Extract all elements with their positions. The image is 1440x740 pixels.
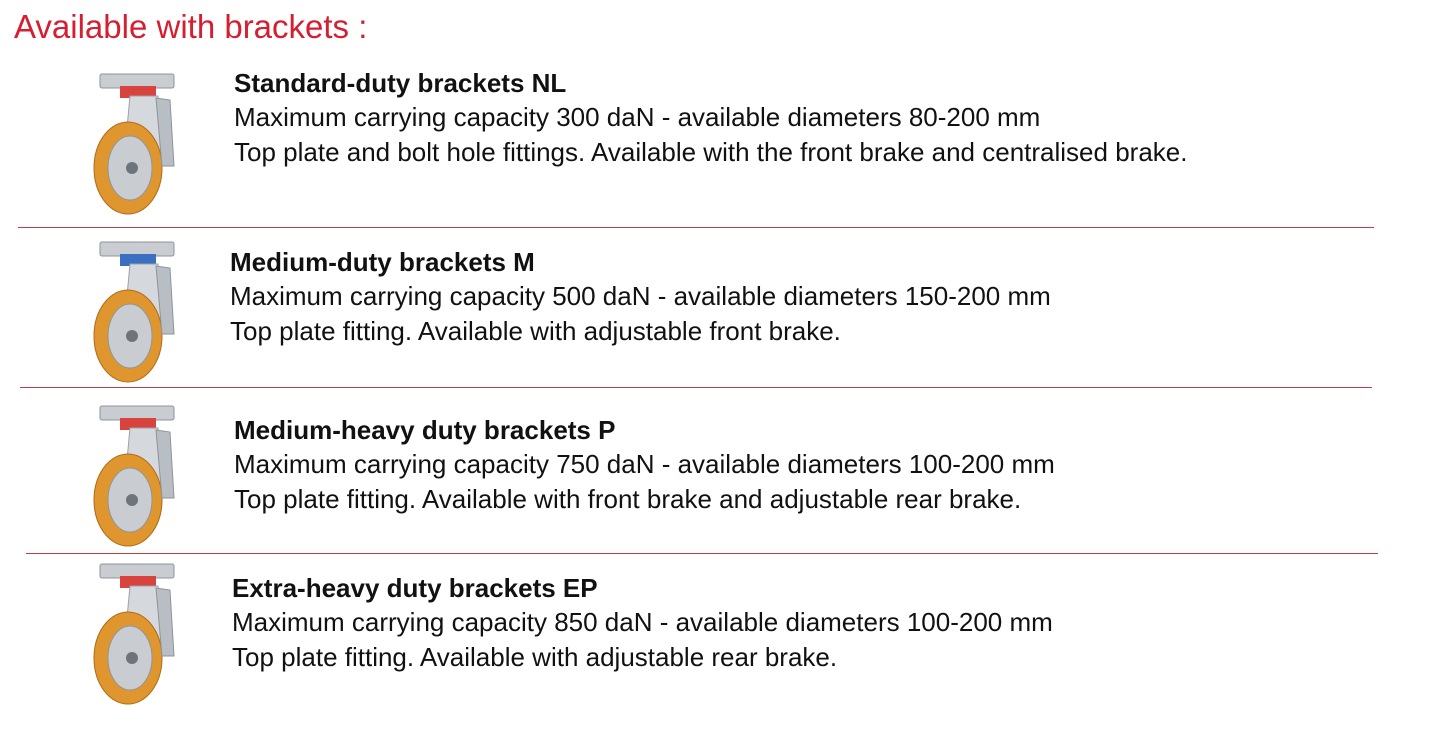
bracket-fittings: Top plate and bolt hole fittings. Available with the front brake and centralised brake. bbox=[234, 137, 1188, 167]
caster-wheel-icon bbox=[58, 70, 198, 220]
bracket-title: Extra-heavy duty brackets EP bbox=[232, 573, 598, 603]
bracket-capacity: Maximum carrying capacity 750 daN - available diameters 100-200 mm bbox=[234, 449, 1055, 479]
caster-wheel-icon bbox=[58, 238, 198, 388]
bracket-title: Medium-duty brackets M bbox=[230, 247, 535, 277]
divider bbox=[20, 387, 1372, 388]
bracket-capacity: Maximum carrying capacity 850 daN - available diameters 100-200 mm bbox=[232, 607, 1053, 637]
page-heading: Available with brackets : bbox=[14, 8, 368, 45]
bracket-title: Medium-heavy duty brackets P bbox=[234, 415, 616, 445]
bracket-capacity: Maximum carrying capacity 300 daN - available diameters 80-200 mm bbox=[234, 102, 1041, 132]
bracket-fittings: Top plate fitting. Available with adjustable rear brake. bbox=[232, 642, 838, 672]
caster-wheel-icon bbox=[58, 560, 198, 710]
bracket-fittings: Top plate fitting. Available with front brake and adjustable rear brake. bbox=[234, 484, 1022, 514]
divider bbox=[26, 553, 1378, 554]
bracket-fittings: Top plate fitting. Available with adjustable front brake. bbox=[230, 316, 841, 346]
bracket-capacity: Maximum carrying capacity 500 daN - available diameters 150-200 mm bbox=[230, 281, 1051, 311]
caster-wheel-icon bbox=[58, 402, 198, 552]
divider bbox=[18, 227, 1374, 228]
bracket-title: Standard-duty brackets NL bbox=[234, 68, 567, 98]
